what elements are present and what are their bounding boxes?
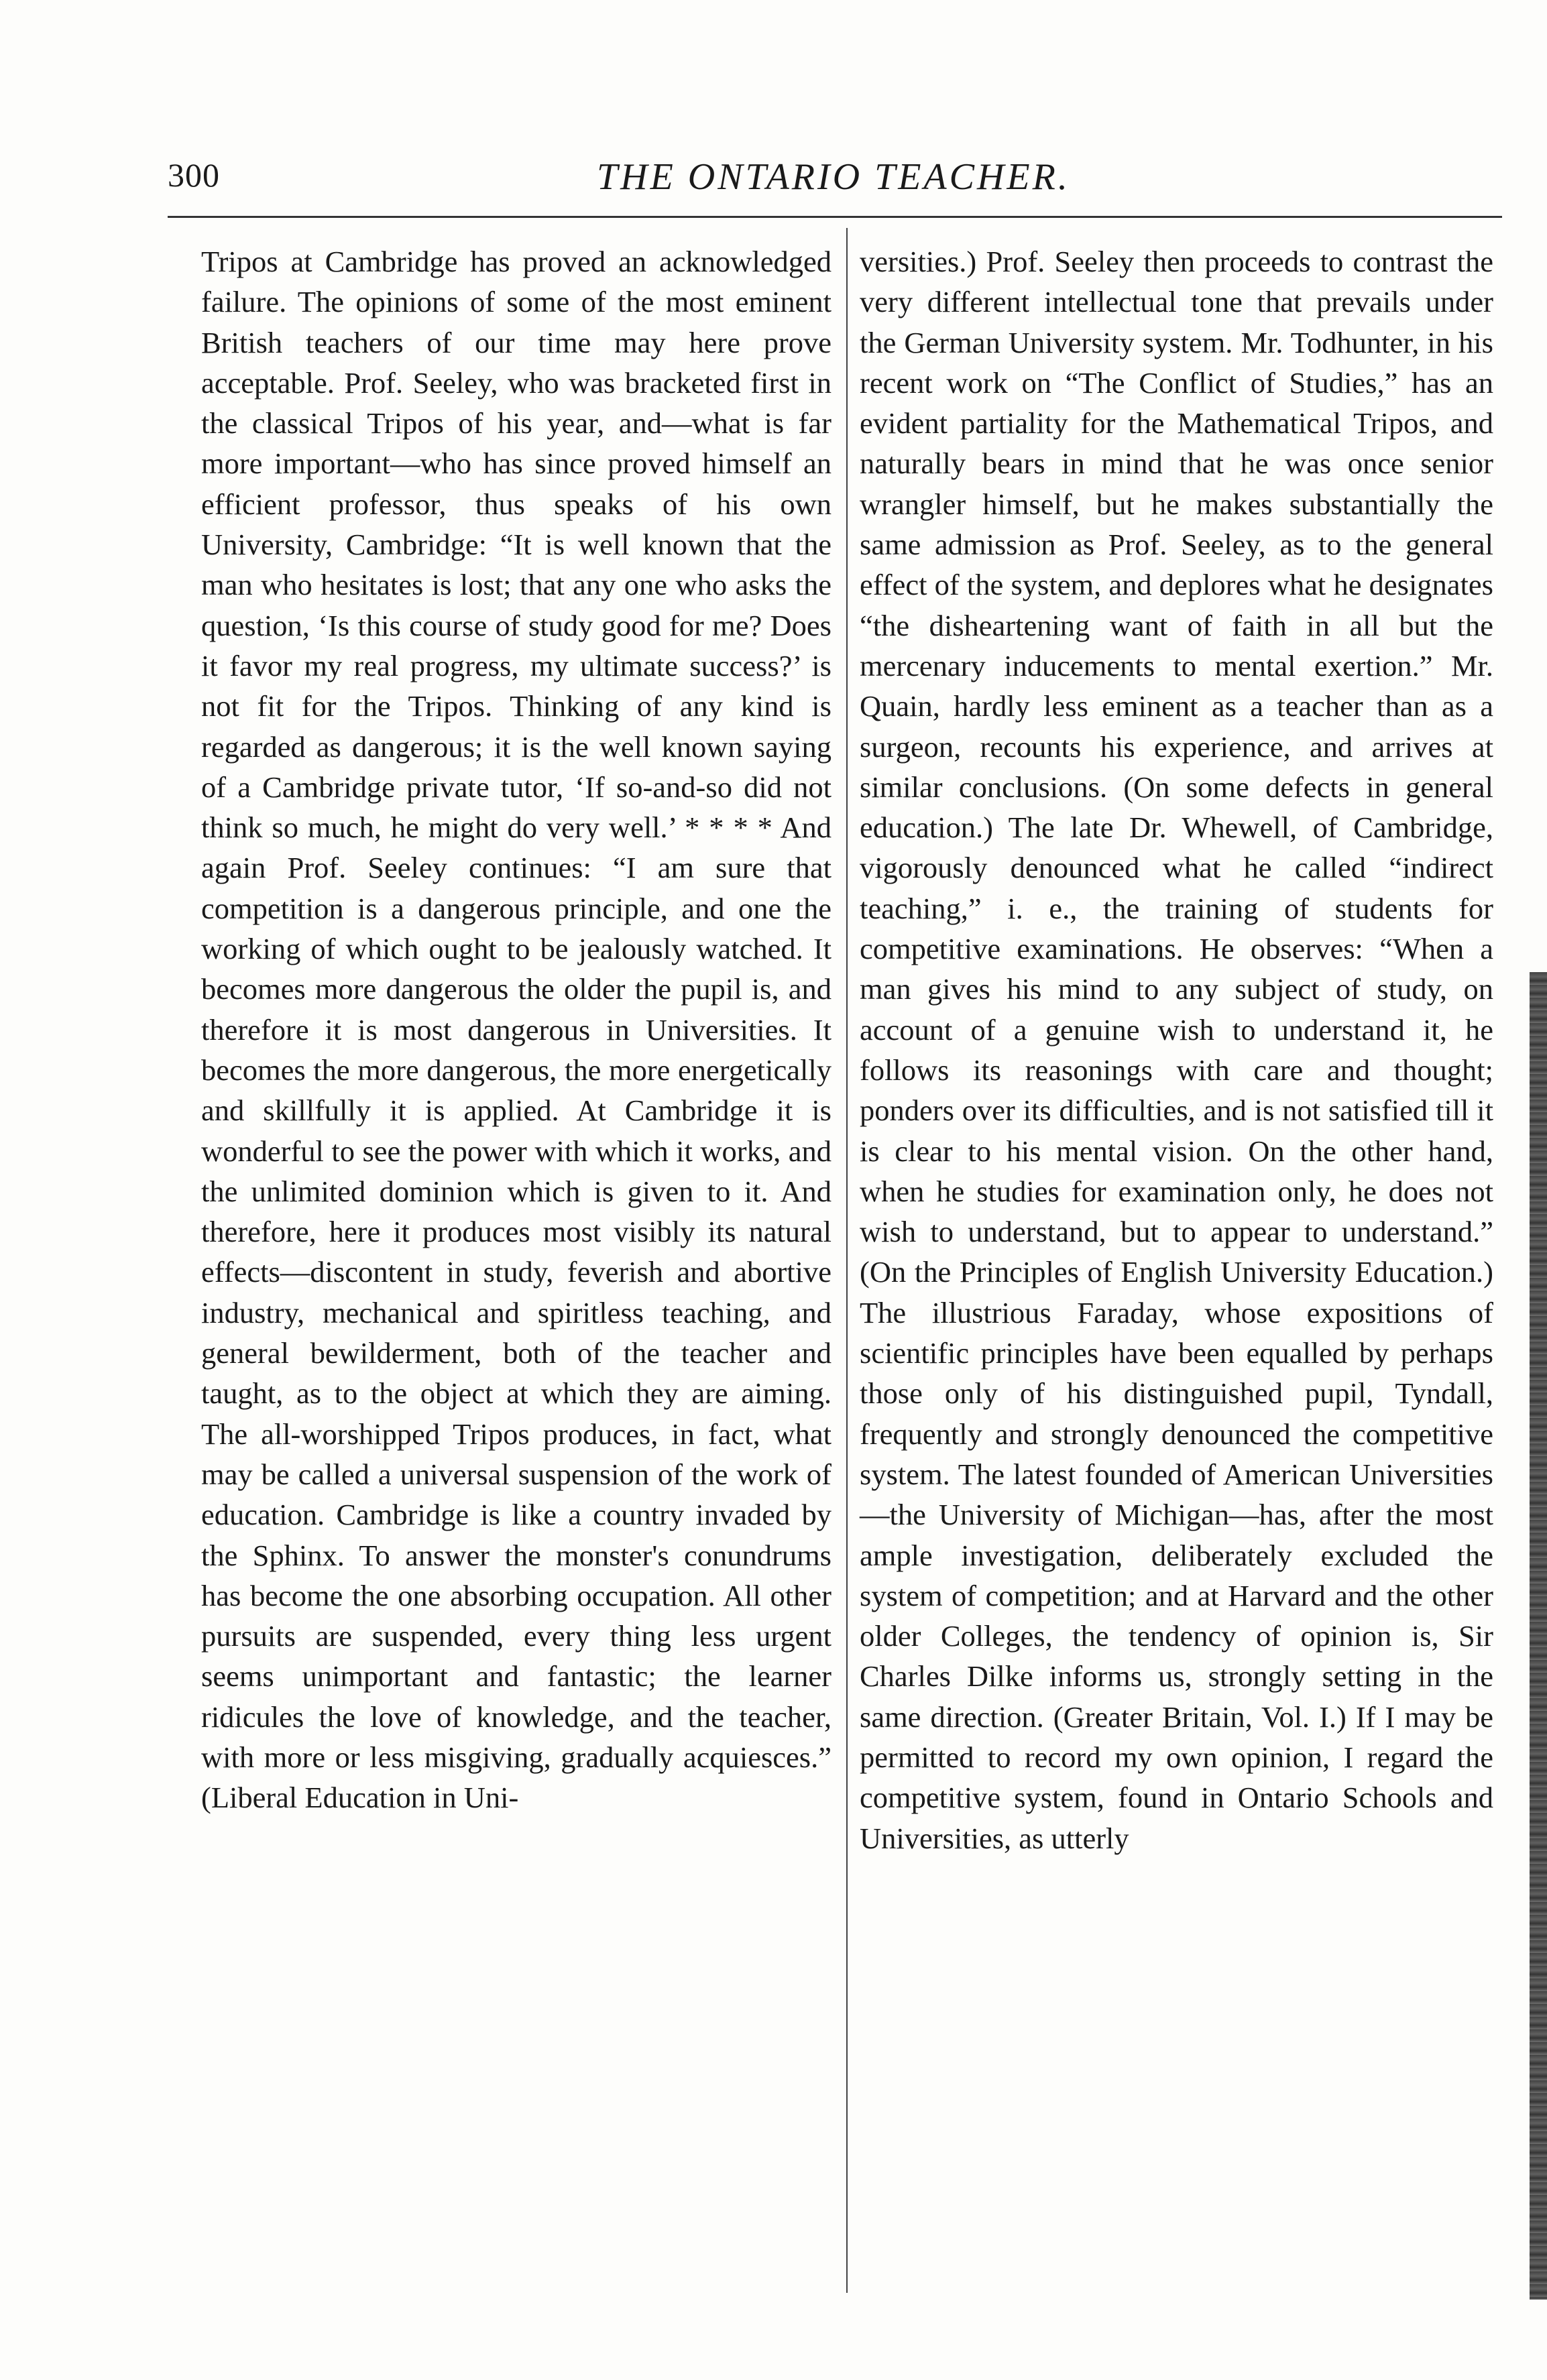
left-column-text: Tripos at Cambridge has proved an acknowledged failure. The opinions of some of the most eminent British teachers of our time may here prove acceptable. Prof. Seeley, who was bracketed first in the classical Tripos of his year, and—what is far more important—who has since proved himself an efficient professor, thus speaks of his own University, Cambridge: “It is well known that the man who hesitates is lost; that any one who asks the question, ‘Is this course of study good for me? Does it favor my real progress, my ultimate success?’ is not fit for the Tripos. Thinking of any kind is regarded as dangerous; it is the well known saying of a Cambridge private tutor, ‘If so-and-so did not think so much, he might do very well.’ * * * * And again Prof. Seeley continues: “I am sure that competition is a dangerous principle, and one the working of which ought to be jealously watched. It becomes more dangerous the older the pupil is, and therefore it is most dangerous in Universities. It becomes the more dangerous, the more energetically and skillfully it is applied. At Cambridge it is wonderful to see the power with which it works, and the unlimited dominion which is given to it. And therefore, here it produces most visibly its natural effects—discontent in study, feverish and abortive industry, mechanical and spiritless teaching, and general bewilderment, both of the teacher and taught, as to the object at which they are aiming. The all-worshipped Tripos produces, in fact, what may be called a universal suspension of the work of education. Cambridge is like a country invaded by the Sphinx. To answer the monster's conundrums has become the one absorbing occupation. All other pursuits are suspended, every thing less urgent seems unimportant and fantastic; the learner ridicules the love of knowledge, and the teacher, with more or less misgiving, gradually acquiesces.” (Liberal Education in Uni- (201, 245, 832, 1815)
right-column (860, 241, 1493, 1858)
running-title: THE ONTARIO TEACHER. (597, 156, 1070, 198)
header-rule (168, 216, 1502, 218)
page-header (168, 156, 1502, 209)
right-column-text: versities.) Prof. Seeley then proceeds to contrast the very different intellectual tone that prevails under the German University system. Mr. Todhunter, in his recent work on “The Conflict of Studies,” has an evident partiality for the Mathematical Tripos, and naturally bears in mind that he was once senior wrangler himself, but he makes substantially the same admission as Prof. Seeley, as to the general effect of the system, and deplores what he designates “the disheartening want of faith in all but the mercenary inducements to mental exertion.” Mr. Quain, hardly less eminent as a teacher than as a surgeon, recounts his experience, and arrives at similar conclusions. (On some defects in general education.) The late Dr. Whewell, of Cambridge, vigorously denounced what he called “indirect teaching,” i. e., the training of students for competitive examinations. He observes: “When a man gives his mind to any subject of study, on account of a genuine wish to understand it, he follows its reasonings with care and thought; ponders over its difficulties, and is not satisfied till it is clear to his mental vision. On the other hand, when he studies for examination only, he does not wish to understand, but to appear to understand.” (On the Principles of English University Education.) The illustrious Faraday, whose expositions of scientific principles have been equalled by perhaps those only of his distinguished pupil, Tyndall, frequently and strongly denounced the competitive system. The latest founded of American Universities—the University of Michigan—has, after the most ample investigation, deliberately excluded the system of competition; and at Harvard and the other older Colleges, the tendency of opinion is, Sir Charles Dilke informs us, strongly setting in the same direction. (Greater Britain, Vol. I.) If I may be permitted to record my own opinion, I regard the competitive system, found in Ontario Schools and Universities, as utterly (860, 245, 1493, 1855)
column-divider (846, 228, 848, 2293)
left-column (201, 241, 832, 1818)
scan-edge-shadow (1530, 972, 1547, 2300)
page-number: 300 (168, 156, 220, 194)
